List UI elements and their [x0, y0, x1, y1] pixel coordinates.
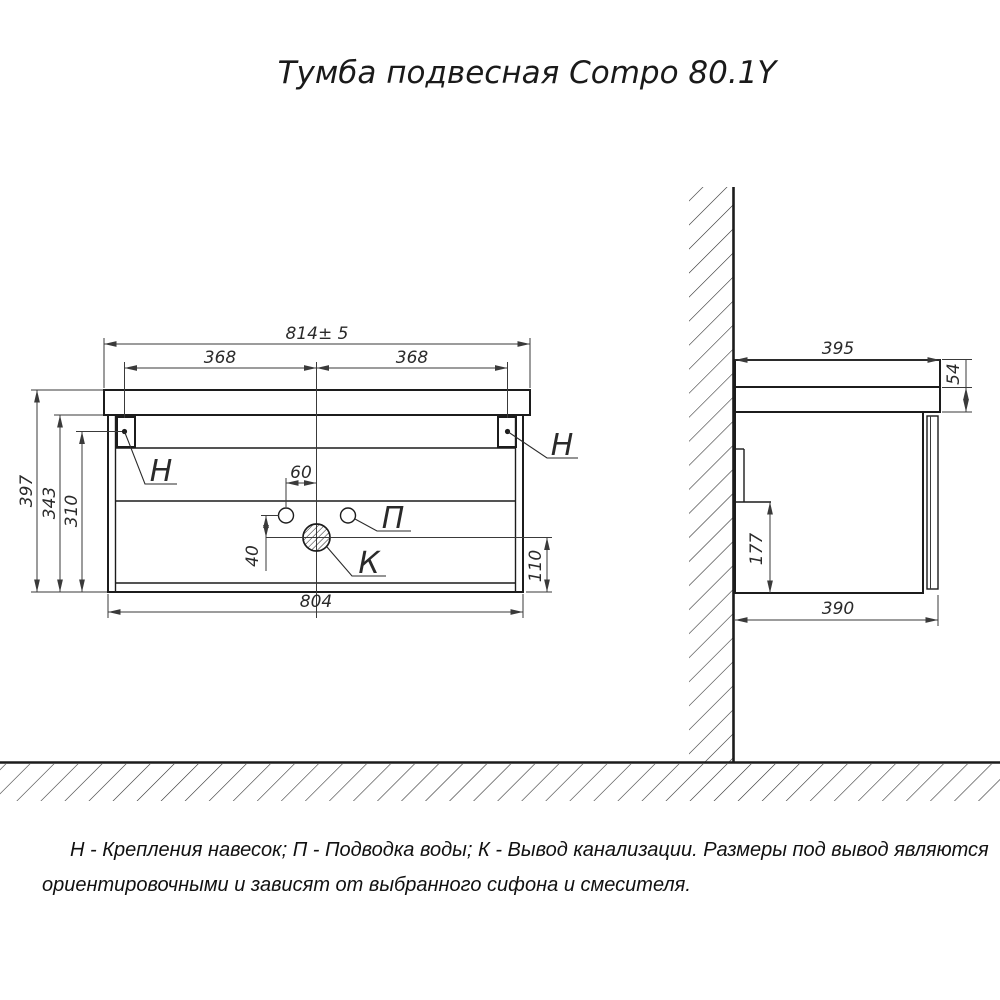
side-dimensions [735, 339, 972, 626]
dim-back-cutout-height: 177 [747, 532, 767, 566]
label-drain: К [358, 546, 380, 581]
water-hole-left [279, 508, 294, 523]
dim-overall-width: 814± 5 [285, 324, 349, 344]
page-title: Тумба подвесная Compo 80.1Y [277, 55, 777, 91]
wall-hatch [689, 187, 733, 762]
front-view [17, 324, 578, 618]
dim-water-to-drain: 40 [243, 545, 263, 567]
label-water: П [381, 501, 405, 536]
dim-top-depth: 395 [821, 339, 855, 359]
label-hanger-right: Н [550, 428, 574, 463]
dim-height-total: 397 [17, 474, 37, 508]
door-panel [927, 416, 938, 589]
front-callouts [125, 428, 579, 581]
dim-height-body: 343 [40, 486, 60, 520]
dim-water-offset: 60 [290, 463, 312, 483]
label-hanger-left: Н [149, 454, 173, 489]
cabinet-body-front [108, 415, 523, 592]
countertop-side [735, 387, 940, 412]
dim-drain-height: 110 [526, 549, 546, 583]
water-hole-right [341, 508, 356, 523]
side-view [0, 187, 1000, 801]
floor-hatch [0, 764, 1000, 801]
dim-hanger-right: 368 [395, 348, 429, 368]
dim-body-width: 804 [299, 592, 333, 612]
front-dimensions [17, 324, 552, 618]
legend-line2: ориентировочными и зависят от выбранного сифона и смесителя. [42, 874, 691, 896]
dim-top-thickness: 54 [944, 363, 964, 385]
dim-hanger-left: 368 [203, 348, 237, 368]
basin-rim-side [735, 360, 940, 387]
legend-line1: Н - Крепления навесок; П - Подводка воды; К - Вывод канализации. Размеры под вывод являются [70, 839, 989, 861]
hanger-bracket-right [498, 417, 516, 447]
dim-body-depth: 390 [821, 599, 855, 619]
legend [42, 839, 989, 896]
dim-height-hanger: 310 [62, 494, 82, 528]
